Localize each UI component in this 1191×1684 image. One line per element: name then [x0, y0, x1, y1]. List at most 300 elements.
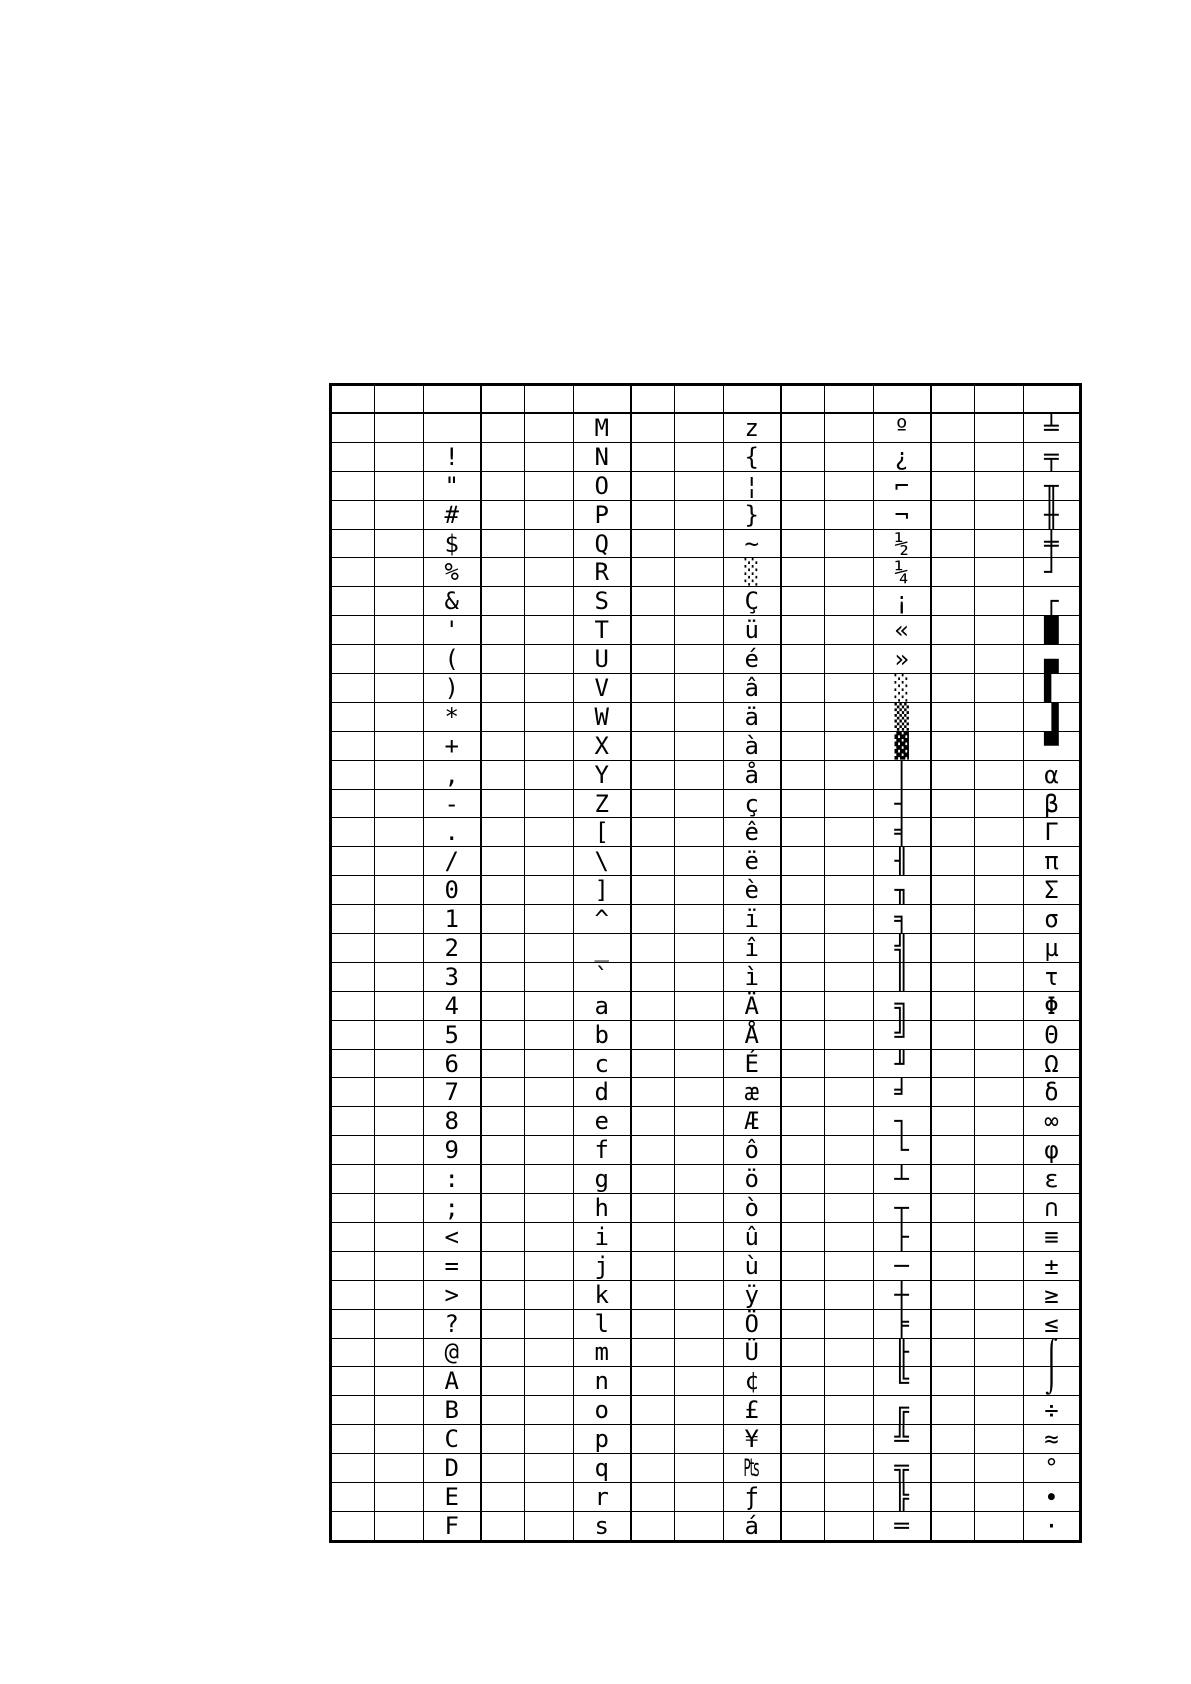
code-cell: [525, 962, 574, 991]
code-cell: [481, 1280, 525, 1309]
code-cell: [525, 413, 574, 442]
code-cell: [481, 587, 525, 616]
code-cell: [481, 1165, 525, 1194]
code-cell: [631, 1280, 675, 1309]
code-cell: [931, 1078, 975, 1107]
character-cell: ê: [724, 818, 781, 847]
code-cell: [331, 1454, 375, 1483]
character-cell: ': [424, 616, 481, 645]
code-cell: [375, 587, 424, 616]
code-cell: [675, 934, 724, 963]
code-cell: [675, 1454, 724, 1483]
table-row: [331, 789, 1081, 818]
code-cell: [675, 1367, 724, 1396]
character-cell: ╛: [874, 1078, 931, 1107]
code-cell: [825, 1078, 874, 1107]
code-cell: [331, 1049, 375, 1078]
character-cell: ⌐: [874, 471, 931, 500]
character-cell: ": [424, 471, 481, 500]
character-cell: r: [574, 1482, 631, 1511]
character-cell: └: [874, 1136, 931, 1165]
code-cell: [631, 1136, 675, 1165]
character-cell: ç: [724, 789, 781, 818]
character-cell: ÿ: [724, 1280, 781, 1309]
code-cell: [931, 1482, 975, 1511]
code-cell: [975, 789, 1024, 818]
header-cell: [874, 385, 931, 414]
character-cell: O: [574, 471, 631, 500]
code-cell: [481, 1396, 525, 1425]
code-cell: [631, 1222, 675, 1251]
code-cell: [781, 962, 825, 991]
character-cell: ┼: [874, 1280, 931, 1309]
character-cell: Ä: [724, 991, 781, 1020]
code-cell: [825, 1338, 874, 1367]
character-cell: å: [724, 760, 781, 789]
character-cell: ├: [874, 1222, 931, 1251]
character-cell: ░: [724, 558, 781, 587]
code-cell: [975, 962, 1024, 991]
code-cell: [781, 1367, 825, 1396]
code-cell: [825, 471, 874, 500]
character-cell: ╜: [874, 1049, 931, 1078]
code-cell: [931, 500, 975, 529]
character-cell: ò: [724, 1194, 781, 1223]
character-cell: >: [424, 1280, 481, 1309]
code-cell: [931, 1367, 975, 1396]
code-cell: [481, 616, 525, 645]
code-cell: [781, 471, 825, 500]
code-cell: [631, 1511, 675, 1541]
character-cell: `: [574, 962, 631, 991]
code-cell: [931, 471, 975, 500]
code-cell: [675, 674, 724, 703]
table-row: [331, 442, 1081, 471]
code-cell: [825, 616, 874, 645]
table-row: [331, 1280, 1081, 1309]
character-cell: R: [574, 558, 631, 587]
code-cell: [825, 1511, 874, 1541]
code-cell: [631, 645, 675, 674]
table-row: [331, 818, 1081, 847]
character-cell: β: [1024, 789, 1081, 818]
character-cell: +: [424, 731, 481, 760]
code-cell: [525, 905, 574, 934]
code-cell: [675, 471, 724, 500]
code-cell: [781, 442, 825, 471]
character-cell: ì: [724, 962, 781, 991]
code-cell: [975, 558, 1024, 587]
character-cell: 0: [424, 876, 481, 905]
character-cell: ╟: [874, 1338, 931, 1367]
code-cell: [331, 1251, 375, 1280]
character-cell: X: [574, 731, 631, 760]
code-cell: [525, 991, 574, 1020]
code-cell: [675, 991, 724, 1020]
code-cell: [481, 847, 525, 876]
code-cell: [931, 905, 975, 934]
code-cell: [375, 616, 424, 645]
code-cell: [675, 847, 724, 876]
code-cell: [375, 905, 424, 934]
character-cell: æ: [724, 1078, 781, 1107]
code-cell: [975, 847, 1024, 876]
code-cell: [931, 1194, 975, 1223]
code-cell: [975, 818, 1024, 847]
character-cell: »: [874, 645, 931, 674]
code-cell: [375, 442, 424, 471]
table-row: [331, 413, 1081, 442]
code-cell: [331, 731, 375, 760]
code-cell: [331, 702, 375, 731]
character-cell: ô: [724, 1136, 781, 1165]
character-cell: D: [424, 1454, 481, 1483]
code-cell: [781, 1454, 825, 1483]
code-cell: [481, 962, 525, 991]
code-cell: [675, 558, 724, 587]
character-cell: 5: [424, 1020, 481, 1049]
code-cell: [631, 1309, 675, 1338]
code-cell: [481, 645, 525, 674]
code-cell: [931, 558, 975, 587]
code-cell: [331, 471, 375, 500]
character-cell: ┬: [874, 1194, 931, 1223]
code-cell: [975, 1194, 1024, 1223]
character-cell: α: [1024, 760, 1081, 789]
code-cell: [481, 529, 525, 558]
code-cell: [331, 1338, 375, 1367]
code-cell: [375, 645, 424, 674]
code-cell: [931, 1280, 975, 1309]
character-cell: 7: [424, 1078, 481, 1107]
code-cell: [525, 442, 574, 471]
code-cell: [525, 1078, 574, 1107]
character-cell: M: [574, 413, 631, 442]
character-cell: \: [574, 847, 631, 876]
code-cell: [631, 789, 675, 818]
character-cell: ║: [874, 962, 931, 991]
code-cell: [631, 616, 675, 645]
character-cell: ö: [724, 1165, 781, 1194]
table-header-row: [331, 385, 1081, 414]
character-cell: ╪: [1024, 529, 1081, 558]
character-cell: º: [874, 413, 931, 442]
code-cell: [631, 1020, 675, 1049]
code-cell: [975, 1165, 1024, 1194]
code-cell: [975, 1136, 1024, 1165]
character-cell: &: [424, 587, 481, 616]
character-cell: Z: [574, 789, 631, 818]
table-row: [331, 471, 1081, 500]
character-cell: ≡: [1024, 1222, 1081, 1251]
code-cell: [331, 1078, 375, 1107]
table-row: [331, 1338, 1081, 1367]
character-cell: E: [424, 1482, 481, 1511]
code-cell: [825, 1396, 874, 1425]
code-cell: [675, 962, 724, 991]
code-cell: [631, 876, 675, 905]
header-cell: [825, 385, 874, 414]
character-cell: ¬: [874, 500, 931, 529]
code-cell: [525, 818, 574, 847]
code-cell: [525, 616, 574, 645]
code-cell: [675, 818, 724, 847]
table-row: [331, 1309, 1081, 1338]
code-cell: [525, 1338, 574, 1367]
code-cell: [481, 674, 525, 703]
code-cell: [525, 934, 574, 963]
code-cell: [331, 529, 375, 558]
code-cell: [975, 876, 1024, 905]
code-cell: [375, 674, 424, 703]
header-cell: [424, 385, 481, 414]
header-cell: [574, 385, 631, 414]
code-cell: [931, 1222, 975, 1251]
code-cell: [331, 1425, 375, 1454]
code-cell: [825, 789, 874, 818]
character-cell: @: [424, 1338, 481, 1367]
code-cell: [975, 1251, 1024, 1280]
table-row: [331, 702, 1081, 731]
code-cell: [631, 442, 675, 471]
code-cell: [375, 1136, 424, 1165]
code-cell: [931, 847, 975, 876]
character-cell: ÷: [1024, 1396, 1081, 1425]
code-cell: [975, 1396, 1024, 1425]
code-cell: [675, 1165, 724, 1194]
character-cell: %: [424, 558, 481, 587]
character-cell: ▄: [1024, 645, 1081, 674]
character-cell: ∞: [1024, 1107, 1081, 1136]
code-cell: [825, 587, 874, 616]
character-cell: ?: [424, 1309, 481, 1338]
code-cell: [931, 1136, 975, 1165]
character-cell: .: [424, 818, 481, 847]
code-cell: [675, 1078, 724, 1107]
code-cell: [675, 413, 724, 442]
header-cell: [375, 385, 424, 414]
code-cell: [975, 1338, 1024, 1367]
code-cell: [525, 876, 574, 905]
code-cell: [781, 1511, 825, 1541]
character-cell: ƒ: [724, 1482, 781, 1511]
code-cell: [781, 1309, 825, 1338]
code-cell: [975, 1078, 1024, 1107]
code-cell: [375, 413, 424, 442]
code-cell: [525, 1136, 574, 1165]
character-cell: ~: [724, 529, 781, 558]
table-row: [331, 847, 1081, 876]
code-cell: [931, 529, 975, 558]
code-cell: [825, 645, 874, 674]
character-cell: -: [424, 789, 481, 818]
code-cell: [781, 1078, 825, 1107]
code-cell: [781, 1482, 825, 1511]
code-cell: [975, 760, 1024, 789]
code-cell: [481, 1194, 525, 1223]
code-cell: [375, 1396, 424, 1425]
code-cell: [931, 702, 975, 731]
code-cell: [675, 1136, 724, 1165]
code-cell: [331, 1194, 375, 1223]
character-cell: }: [724, 500, 781, 529]
table-row: [331, 1367, 1081, 1396]
character-cell: f: [574, 1136, 631, 1165]
code-cell: [781, 1136, 825, 1165]
character-cell: o: [574, 1396, 631, 1425]
character-cell: n: [574, 1367, 631, 1396]
code-cell: [825, 818, 874, 847]
code-cell: [825, 674, 874, 703]
code-cell: [781, 789, 825, 818]
character-cell: ë: [724, 847, 781, 876]
code-cell: [331, 413, 375, 442]
character-cell: û: [724, 1222, 781, 1251]
character-cell: ,: [424, 760, 481, 789]
code-cell: [781, 413, 825, 442]
code-cell: [375, 934, 424, 963]
code-cell: [631, 1367, 675, 1396]
character-cell: Ω: [1024, 1049, 1081, 1078]
table-row: [331, 529, 1081, 558]
code-cell: [675, 789, 724, 818]
character-cell: ─: [874, 1251, 931, 1280]
character-cell: ¥: [724, 1425, 781, 1454]
character-cell: W: [574, 702, 631, 731]
header-cell: [481, 385, 525, 414]
code-cell: [525, 1107, 574, 1136]
code-cell: [631, 500, 675, 529]
code-cell: [781, 1222, 825, 1251]
character-cell: F: [424, 1511, 481, 1541]
code-cell: [781, 905, 825, 934]
code-cell: [825, 1107, 874, 1136]
code-cell: [331, 991, 375, 1020]
character-cell: e: [574, 1107, 631, 1136]
code-cell: [931, 413, 975, 442]
code-cell: [331, 1396, 375, 1425]
table-row: [331, 587, 1081, 616]
code-cell: [675, 702, 724, 731]
code-cell: [931, 1165, 975, 1194]
code-cell: [975, 1107, 1024, 1136]
code-cell: [331, 789, 375, 818]
character-cell: █: [1024, 616, 1081, 645]
code-cell: [931, 616, 975, 645]
code-cell: [375, 1049, 424, 1078]
code-cell: [781, 847, 825, 876]
code-cell: [481, 1107, 525, 1136]
code-cell: [675, 1482, 724, 1511]
table-row: [331, 1020, 1081, 1049]
character-cell: ╖: [874, 876, 931, 905]
character-cell: Æ: [724, 1107, 781, 1136]
character-cell: ¦: [724, 471, 781, 500]
code-cell: [931, 934, 975, 963]
code-cell: [631, 1425, 675, 1454]
code-cell: [825, 991, 874, 1020]
character-cell: ┘: [1024, 558, 1081, 587]
character-cell: ü: [724, 616, 781, 645]
character-cell: ┐: [874, 1107, 931, 1136]
character-cell: π: [1024, 847, 1081, 876]
code-cell: [825, 1222, 874, 1251]
character-cell: ½: [874, 529, 931, 558]
header-cell: [724, 385, 781, 414]
code-cell: [631, 934, 675, 963]
table-row: [331, 1396, 1081, 1425]
character-cell: ä: [724, 702, 781, 731]
character-cell: ╕: [874, 905, 931, 934]
code-cell: [375, 1511, 424, 1541]
character-cell: ┴: [874, 1165, 931, 1194]
character-cell: p: [574, 1425, 631, 1454]
code-cell: [375, 1165, 424, 1194]
code-cell: [825, 1165, 874, 1194]
code-cell: [675, 905, 724, 934]
character-cell: ⌡: [1024, 1367, 1081, 1396]
character-cell: Σ: [1024, 876, 1081, 905]
code-cell: [825, 847, 874, 876]
code-cell: [525, 1165, 574, 1194]
character-cell: /: [424, 847, 481, 876]
code-cell: [781, 991, 825, 1020]
code-cell: [975, 905, 1024, 934]
code-cell: [331, 1107, 375, 1136]
code-cell: [825, 1251, 874, 1280]
character-cell: ¢: [724, 1367, 781, 1396]
code-cell: [631, 413, 675, 442]
code-cell: [825, 1049, 874, 1078]
character-cell: ╫: [1024, 500, 1081, 529]
code-cell: [331, 1309, 375, 1338]
character-cell: ¿: [874, 442, 931, 471]
character-cell: î: [724, 934, 781, 963]
character-cell: φ: [1024, 1136, 1081, 1165]
character-cell: 1: [424, 905, 481, 934]
code-cell: [631, 587, 675, 616]
code-cell: [825, 1194, 874, 1223]
character-cell: é: [724, 645, 781, 674]
table-row: [331, 645, 1081, 674]
character-cell: B: [424, 1396, 481, 1425]
code-cell: [331, 760, 375, 789]
code-cell: [375, 1425, 424, 1454]
code-cell: [631, 1165, 675, 1194]
code-cell: [481, 702, 525, 731]
character-cell: ≈: [1024, 1425, 1081, 1454]
header-cell: [931, 385, 975, 414]
code-cell: [375, 1309, 424, 1338]
code-cell: [931, 731, 975, 760]
code-cell: [675, 1222, 724, 1251]
character-cell: N: [574, 442, 631, 471]
code-cell: [675, 1049, 724, 1078]
code-cell: [331, 587, 375, 616]
character-cell: ┌: [1024, 587, 1081, 616]
code-cell: [481, 1511, 525, 1541]
code-cell: [675, 876, 724, 905]
character-cell: $: [424, 529, 481, 558]
code-cell: [375, 731, 424, 760]
code-cell: [975, 1049, 1024, 1078]
code-cell: [375, 1222, 424, 1251]
character-cell: ╦: [874, 1454, 931, 1483]
header-cell: [331, 385, 375, 414]
code-cell: [781, 1107, 825, 1136]
header-cell: [525, 385, 574, 414]
code-cell: [631, 760, 675, 789]
